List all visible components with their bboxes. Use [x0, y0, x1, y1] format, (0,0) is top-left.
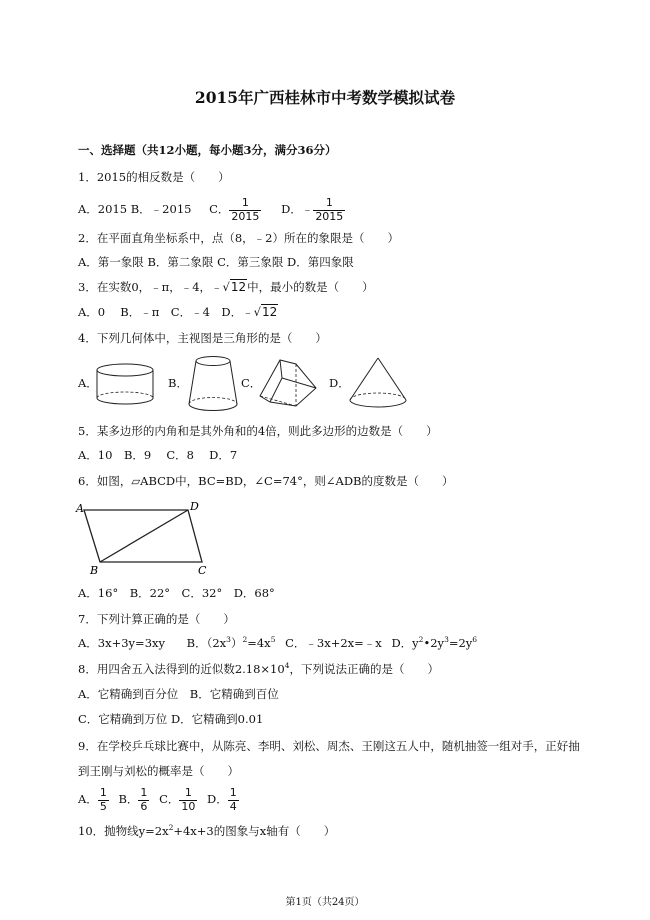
question-9-stem-line1: 9．在学校乒乓球比赛中，从陈亮、李明、刘松、周杰、王刚这五人中，随机抽签一组对手，正好抽 [78, 739, 580, 753]
question-1-options [78, 197, 345, 223]
question-7-stem: 7．下列计算正确的是（ ） [78, 612, 235, 626]
question-9-options [78, 787, 239, 813]
question-8-options-line1: A．它精确到百分位 B．它精确到百位 [78, 687, 279, 701]
q4-option-d-label: D． [329, 376, 350, 390]
q7-option-b: B．$(2x^3)^2=4x^5$ [186, 635, 276, 650]
q1-option-d: D．﹣ $\frac{1}{2015}$ [281, 196, 344, 223]
question-6-stem: 6．如图，▱ABCD中，BC=BD，∠C=74°，则∠ADB的度数是（ ） [78, 474, 454, 488]
question-7-options [78, 635, 478, 650]
q4-option-b-label: B． [168, 376, 188, 390]
question-3-options: A．0 B．﹣π C．﹣4 D．﹣√12 [78, 305, 278, 319]
q9-option-c: C． $\frac{1}{10}$ [159, 786, 196, 813]
question-2-stem: 2．在平面直角坐标系中，点（8，﹣2）所在的象限是（ ） [78, 231, 399, 245]
question-2-options: A．第一象限 B．第二象限 C．第三象限 D．第四象限 [78, 255, 354, 269]
question-3-stem: 3．在实数0，﹣π，﹣4，﹣√12中，最小的数是（ ） [78, 280, 374, 294]
q9-option-d: D． $\frac{1}{4}$ [207, 786, 237, 813]
question-10-stem: 10．抛物线$y=2x^2+4x+3$的图象与x轴有（ ） [78, 823, 336, 838]
question-8-stem: 8．用四舍五入法得到的近似数$2.18\times 10^4$，下列说法正确的是（ ） [78, 661, 439, 676]
q1-option-c: C． $\frac{1}{2015}$ [209, 196, 260, 223]
q4-option-c-label: C． [241, 376, 262, 390]
question-9-stem-line2: 到王刚与刘松的概率是（ ） [78, 764, 239, 778]
question-5-stem: 5．某多边形的内角和是其外角和的4倍，则此多边形的边数是（ ） [78, 424, 438, 438]
cone-figure [346, 356, 410, 412]
question-8-options-line2: C．它精确到万位 D．它精确到0.01 [78, 712, 264, 726]
question-1-stem: 1．2015的相反数是（ ） [78, 170, 230, 184]
cylinder-figure [94, 362, 156, 408]
q7-option-c: C．﹣3x+2x=﹣x [285, 636, 382, 650]
frustum-figure [186, 354, 240, 416]
question-6-options: A．16° B．22° C．32° D．68° [78, 586, 275, 600]
q7-option-a: A．3x+3y=3xy [78, 636, 165, 650]
prism-figure [256, 356, 320, 410]
q9-option-b: B． $\frac{1}{6}$ [118, 786, 148, 813]
vertex-d-label: D [190, 500, 199, 513]
question-4-stem: 4．下列几何体中，主视图是三角形的是（ ） [78, 331, 327, 345]
question-5-options: A．10 B．9 C．8 D．7 [78, 448, 238, 462]
page-title: 2015年广西桂林市中考数学模拟试卷 [194, 88, 456, 107]
q1-option-a: A．2015 [78, 202, 128, 217]
q4-option-a-label: A． [78, 376, 98, 390]
q7-option-d: D．$y^2•2y^3=2y^6$ [391, 635, 478, 650]
vertex-c-label: C [198, 564, 207, 576]
vertex-b-label: B [90, 564, 99, 576]
section-heading: 一、选择题（共12小题，每小题3分，满分36分） [78, 143, 337, 157]
vertex-a-label: A [76, 502, 84, 515]
q9-option-a: A． $\frac{1}{5}$ [78, 786, 107, 813]
q1-option-b: B．﹣2015 [130, 202, 192, 217]
page-footer: 第1页（共24页） [285, 897, 365, 908]
parallelogram-figure [74, 500, 214, 576]
